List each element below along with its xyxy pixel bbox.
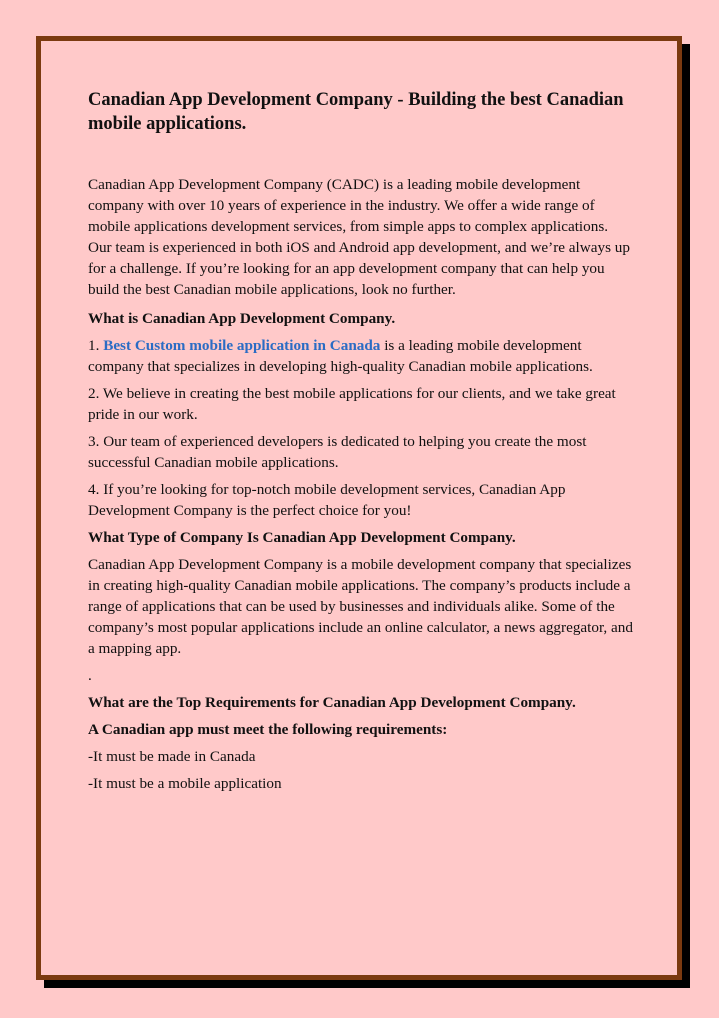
list-item-2: 2. We believe in creating the best mobile applications for our clients, and we take great pride in our work. bbox=[88, 385, 616, 423]
requirement-item-1: -It must be made in Canada bbox=[88, 748, 256, 765]
section-heading-what-is: What is Canadian App Development Company. bbox=[88, 310, 396, 327]
custom-app-link[interactable]: Best Custom mobile application in Canada bbox=[103, 337, 381, 354]
separator-dot: . bbox=[88, 667, 92, 684]
requirement-item-2: -It must be a mobile application bbox=[88, 775, 282, 792]
list-item-1 bbox=[88, 335, 633, 377]
list-item-1-prefix: 1. bbox=[88, 337, 104, 354]
list-item-3: 3. Our team of experienced developers is dedicated to helping you create the most successful Canadian mobile applications. bbox=[88, 433, 587, 471]
company-type-paragraph: Canadian App Development Company is a mobile development company that specializes in creating high-quality Canadian mobile applications. The company’s products include a range of applications that can be used by businesses and individuals alike. Some of the company’s most popular applications include an online calculator, a news aggregator, and a mapping app. bbox=[88, 556, 633, 657]
document-title: Canadian App Development Company - Building the best Canadian mobile applications. bbox=[88, 90, 624, 134]
requirements-subheading: A Canadian app must meet the following requirements: bbox=[88, 721, 448, 738]
section-heading-company-type: What Type of Company Is Canadian App Development Company. bbox=[88, 529, 516, 546]
document-body bbox=[88, 88, 633, 800]
intro-paragraph: Canadian App Development Company (CADC) is a leading mobile development company with over 10 years of experience in the industry. We offer a wide range of mobile applications development services, from simple apps to complex applications. Our team is experienced in both iOS and Android app development, and we’re always up for a challenge. If you’re looking for an app development company that can help you build the best Canadian mobile applications, look no further. bbox=[88, 176, 630, 298]
section-heading-requirements: What are the Top Requirements for Canadian App Development Company. bbox=[88, 694, 576, 711]
list-item-4: 4. If you’re looking for top-notch mobile development services, Canadian App Development Company is the perfect choice for you! bbox=[88, 481, 566, 519]
list-item-1-text: is a leading mobile development company that specializes in developing high-quality Canadian mobile applications. bbox=[88, 337, 593, 375]
